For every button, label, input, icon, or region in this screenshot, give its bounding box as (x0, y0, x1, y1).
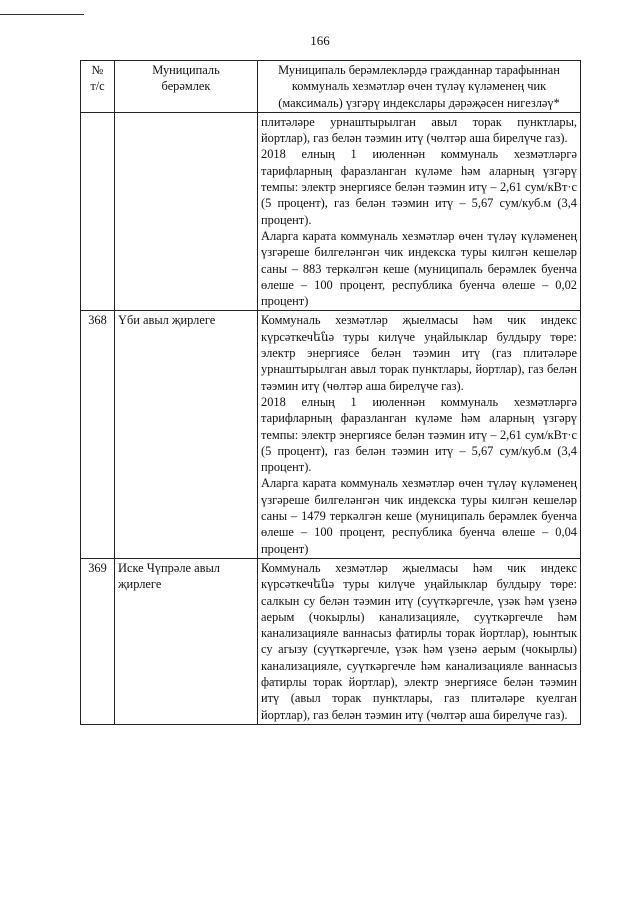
tariff-table (80, 60, 581, 725)
row-number: 368 (81, 311, 115, 558)
page-number: 166 (310, 33, 330, 48)
row-municipality: Иске Чүпрәле авыл җирлеге (115, 558, 258, 724)
paragraph: 2018 елның 1 июленнән коммуналь хезмәтләргә тарифларның фаразланган күләме һәм аларның үзгәрү темпы: электр энергиясе белән тәэмин итү – 2,61 сум/кВт·с (5 процент), газ белән тәэмин итү – 5,67 сум/куб.м (3,4 процент). (261, 394, 577, 475)
header-municipality: Муниципаль берәмлек (115, 61, 258, 113)
table-header-row (81, 61, 581, 113)
row-municipality: Үби авыл җирлеге (115, 311, 258, 558)
paragraph: Аларга карата коммуналь хезмәтләр өчен түләү күләменең үзгәреше билгеләнгән чик индекска туры килгән кешеләр саны – 1479 теркәлгән кеше (муниципаль берәмлек буенча өлеше – 100 процент, республика буенча өлеше – 0,04 процент) (261, 476, 577, 556)
row-municipality (115, 112, 258, 311)
table-row (81, 112, 581, 311)
row-description (258, 112, 581, 311)
header-description: Муниципаль берәмлекләрдә гражданнар тарафыннан коммуналь хезмәтләр өчен түләү күләменең чик (максималь) үзгәрү индекслары дәрәҗәсен нигезләү* (258, 61, 581, 113)
table-row (81, 311, 581, 558)
row-description (258, 311, 581, 558)
table-row (81, 558, 581, 724)
top-rule (0, 14, 84, 15)
paragraph: плитәләре урнаштырылган авыл торак пунктлары, йортлар), газ белән тәэмин итү (чөлтәр аша бирелүче газ). (261, 114, 577, 146)
paragraph: Аларга карата коммуналь хезмәтләр өчен түләү күләменең үзгәреше билгеләнгән чик индекска туры килгән кешеләр саны – 883 теркәлгән кеше (муниципаль берәмлек буенча өлеше – 100 процент, республика буенча өлеше – 0,02 процент) (261, 228, 577, 309)
row-number: 369 (81, 558, 115, 724)
paragraph: Коммуналь хезмәтләр җыелмасы һәм чик индекс күрсәткечենә туры килүче уңайлыклар булдыру төре: салкын су белән тәэмин итү (суүткәргечле, үзәк һәм үзенә аерым (чокырлы) канализацияле, суүткәргечле һәм канализацияле ваннасыз фатирлы торак йортлар), юынтык су агызу (суүткәргечле, үзәк һәм үзенә аерым (чокырлы) канализацияле, суүткәргечле һәм канализацияле ваннасыз фатирлы торак йортлар), электр энергиясе белән тәэмин итү (авыл торак пунктлары, газ плитәләре куелган йортлар), газ белән тәэмин итү (чөлтәр аша бирелүче газ). (261, 560, 577, 722)
paragraph: 2018 елның 1 июленнән коммуналь хезмәтләргә тарифларның фаразланган күләме һәм аларның үзгәрү темпы: электр энергиясе белән тәэмин итү – 2,61 сум/кВт·с (5 процент), газ белән тәэмин итү – 5,67 сум/куб.м (3,4 процент). (261, 147, 577, 227)
paragraph: Коммуналь хезмәтләр җыелмасы һәм чик индекс күрсәткечենә туры килүче уңайлыклар булдыру төре: электр энергиясе белән тәэмин итү (газ плитәләре урнаштырылган авыл торак пунктлары, йортлар), газ белән тәэмин итү (чөлтәр аша бирелүче газ). (261, 313, 577, 393)
row-number (81, 112, 115, 311)
header-num: № т/с (81, 61, 115, 113)
row-description (258, 558, 581, 724)
